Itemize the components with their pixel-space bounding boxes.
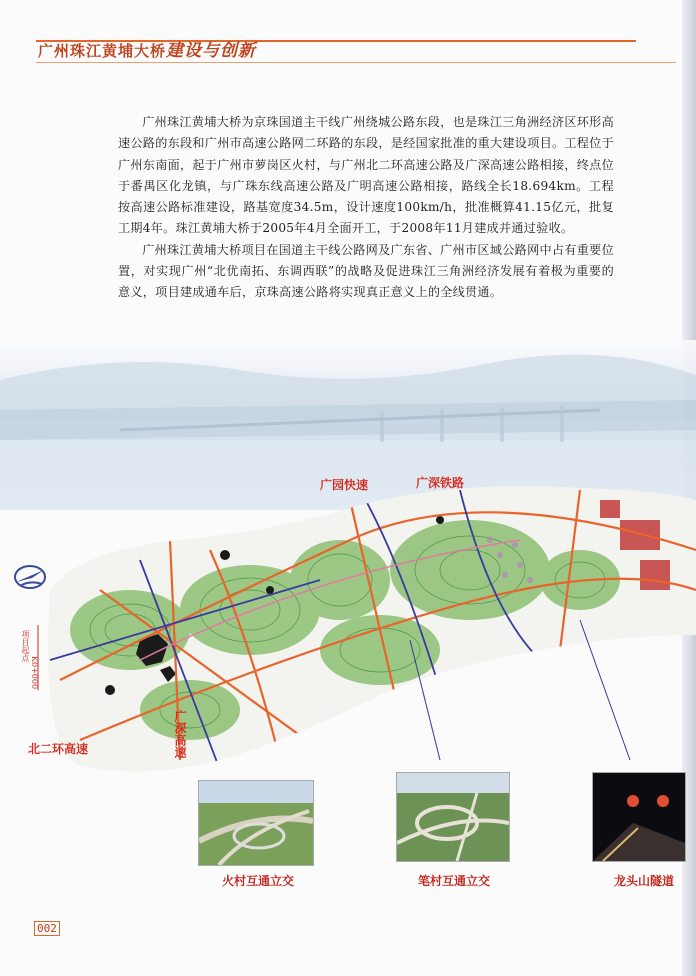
label-start-marker: 项目起点 — [21, 630, 30, 662]
page-number: 002 — [34, 921, 60, 936]
label-start-km: K0+000 — [30, 656, 39, 690]
caption-longtoushan: 龙头山隧道 — [614, 874, 675, 888]
photo-longtoushan-tunnel — [592, 772, 686, 862]
route-map-graphic — [20, 460, 696, 800]
label-guangshen-rail: 广深铁路 — [416, 476, 465, 490]
label-guangyuan: 广园快速 — [320, 478, 369, 492]
label-bei-erhuan: 北二环高速 — [28, 742, 89, 756]
caption-bicun: 笔村互通立交 — [418, 874, 491, 888]
header-rule-thin — [36, 62, 676, 63]
photo-huocun-interchange — [198, 780, 314, 866]
label-guangshen-exp: 广深高速 — [173, 710, 187, 758]
paragraph-2: 广州珠江黄埔大桥项目在国道主干线公路网及广东省、广州市区域公路网中占有重要位置，对实现广州“北优南拓、东调西联”的战略及促进珠江三角洲经济发展有着极为重要的意义，项目建成通车后，京珠高速公路将实现真正意义上的全线贯通。 — [118, 242, 614, 300]
body-text — [118, 112, 614, 304]
header-title-part2: 建设与创新 — [166, 41, 257, 61]
running-header — [38, 36, 256, 61]
header-title-part1: 广州珠江黄埔大桥 — [38, 42, 167, 60]
paragraph-1: 广州珠江黄埔大桥为京珠国道主干线广州绕城公路东段，也是珠江三角洲经济区环形高速公路的东段和广州市高速公路网二环路的东段，是经国家批准的重大建设项目。工程位于广州东南面，起于广州市萝岗区火村，与广州北二环高速公路及广深高速公路相接，终点位于番禺区化龙镇，与广珠东线高速公路及广明高速公路相接，路线全长18.694km。工程按高速公路标准建设，路基宽度34.5m，设计速度100km/h，批准概算41.15亿元，批复工期4年。珠江黄埔大桥于2005年4月全面开工，于2008年11月建成并通过验收。 — [118, 115, 614, 236]
route-map — [20, 460, 696, 800]
caption-huocun: 火村互通立交 — [222, 874, 295, 888]
photo-bicun-interchange — [396, 772, 510, 862]
